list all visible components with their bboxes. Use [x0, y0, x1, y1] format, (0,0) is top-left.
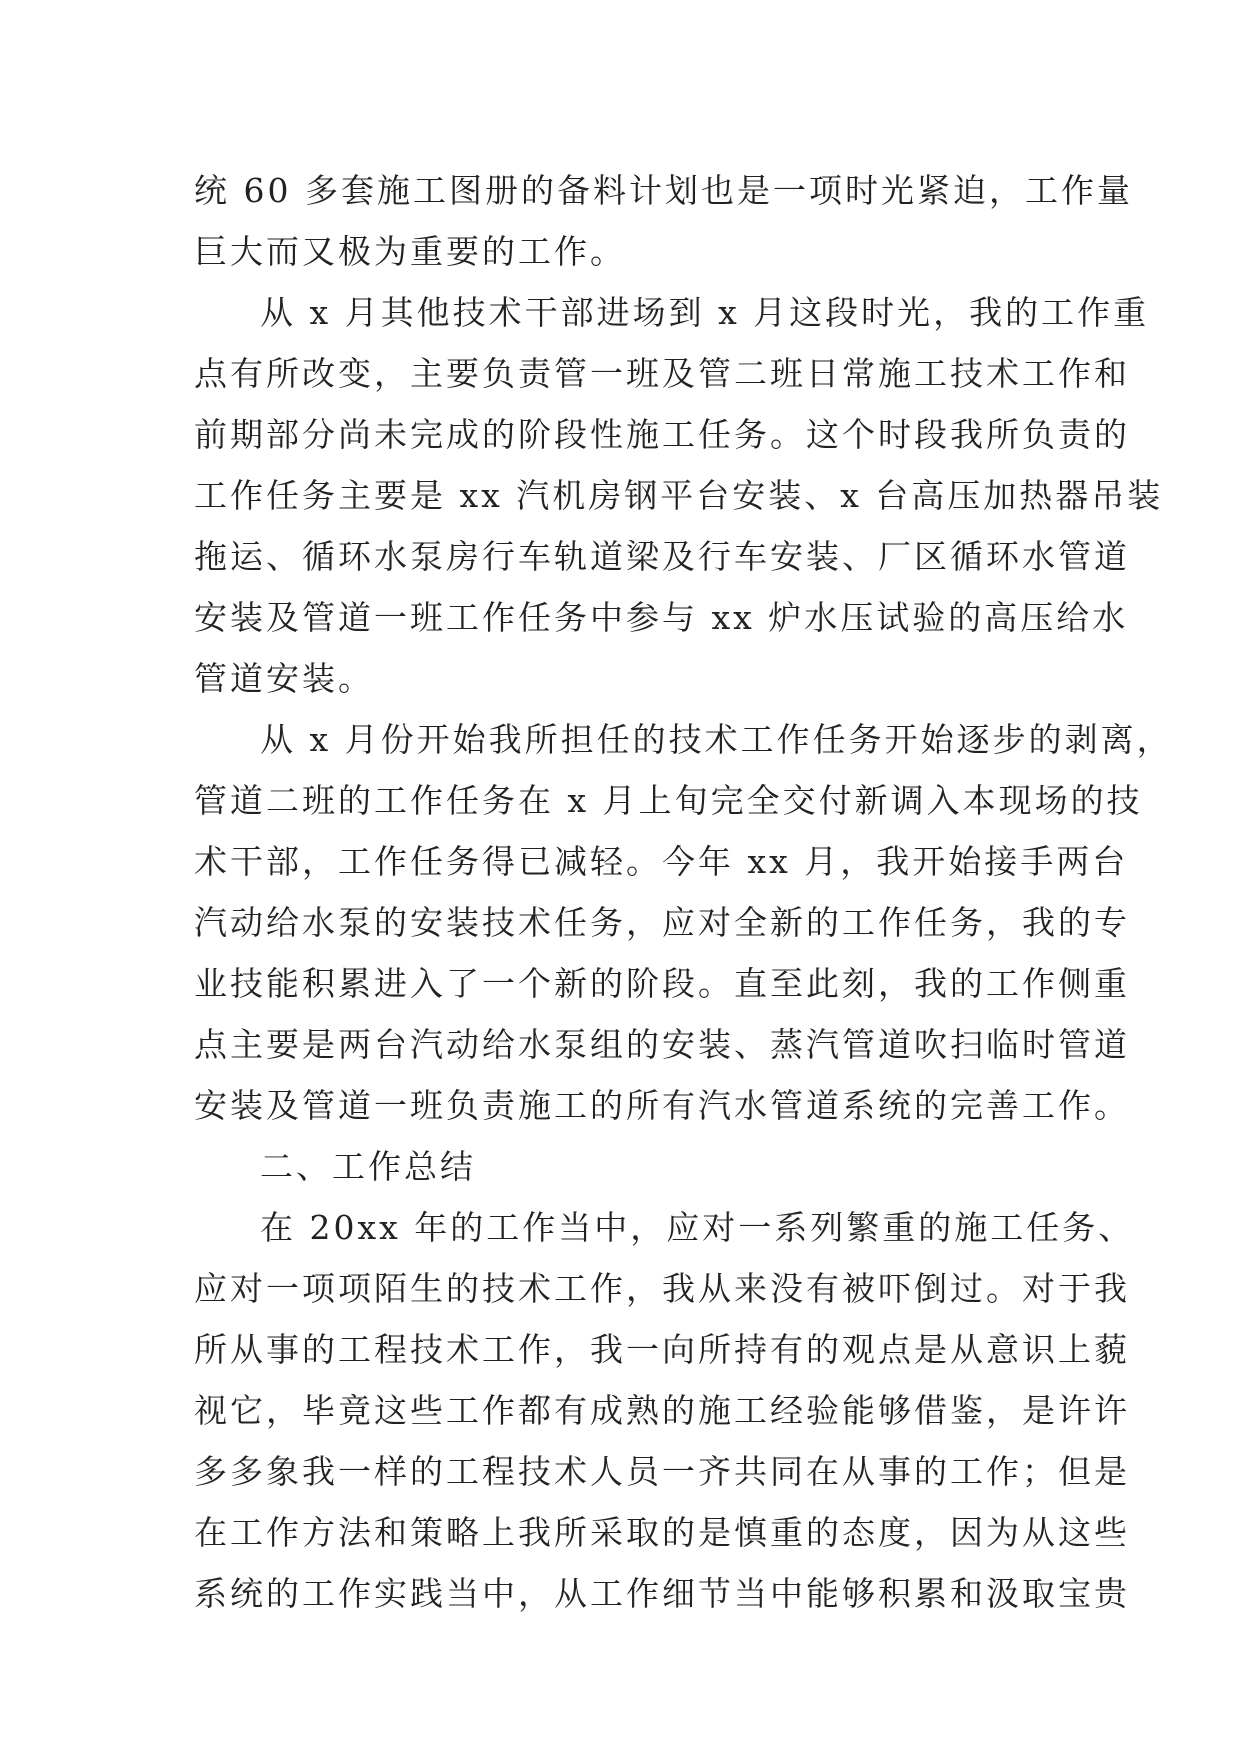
- document-body: [194, 160, 1173, 1624]
- text-line: 拖运、循环水泵房行车轨道梁及行车安装、厂区循环水管道: [194, 537, 1130, 576]
- text-line: 安装及管道一班工作任务中参与 xx 炉水压试验的高压给水: [194, 598, 1129, 637]
- paragraph-start-line: 在 20xx 年的工作当中，应对一系列繁重的施工任务、: [260, 1208, 1135, 1247]
- text-line: 管道安装。: [194, 659, 374, 698]
- text-line: 术干部，工作任务得已减轻。今年 xx 月，我开始接手两台: [194, 842, 1129, 881]
- text-line: 系统的工作实践当中，从工作细节当中能够积累和汲取宝贵: [194, 1574, 1130, 1613]
- text-line: 汽动给水泵的安装技术任务，应对全新的工作任务，我的专: [194, 903, 1130, 942]
- text-line: 点有所改变，主要负责管一班及管二班日常施工技术工作和: [194, 354, 1130, 393]
- text-line: 前期部分尚未完成的阶段性施工任务。这个时段我所负责的: [194, 415, 1130, 454]
- section-heading: 二、工作总结: [260, 1147, 476, 1186]
- text-line: 管道二班的工作任务在 x 月上旬完全交付新调入本现场的技: [194, 781, 1143, 820]
- text-line: 多多象我一样的工程技术人员一齐共同在从事的工作；但是: [194, 1452, 1130, 1491]
- text-line: 统 60 多套施工图册的备料计划也是一项时光紧迫，工作量: [194, 171, 1133, 210]
- text-line: 点主要是两台汽动给水泵组的安装、蒸汽管道吹扫临时管道: [194, 1025, 1130, 1064]
- paragraph-start-line: 从 x 月其他技术干部进场到 x 月这段时光，我的工作重: [260, 293, 1150, 332]
- text-line: 工作任务主要是 xx 汽机房钢平台安装、x 台高压加热器吊装: [194, 476, 1164, 515]
- text-line: 在工作方法和策略上我所采取的是慎重的态度，因为从这些: [194, 1513, 1130, 1552]
- text-line: 视它，毕竟这些工作都有成熟的施工经验能够借鉴，是许许: [194, 1391, 1130, 1430]
- text-line: 业技能积累进入了一个新的阶段。直至此刻，我的工作侧重: [194, 964, 1130, 1003]
- text-line: 巨大而又极为重要的工作。: [194, 232, 626, 271]
- text-line: 应对一项项陌生的技术工作，我从来没有被吓倒过。对于我: [194, 1269, 1130, 1308]
- text-line: 所从事的工程技术工作，我一向所持有的观点是从意识上藐: [194, 1330, 1130, 1369]
- paragraph-start-line: 从 x 月份开始我所担任的技术工作任务开始逐步的剥离，: [260, 720, 1173, 759]
- text-line: 安装及管道一班负责施工的所有汽水管道系统的完善工作。: [194, 1086, 1130, 1125]
